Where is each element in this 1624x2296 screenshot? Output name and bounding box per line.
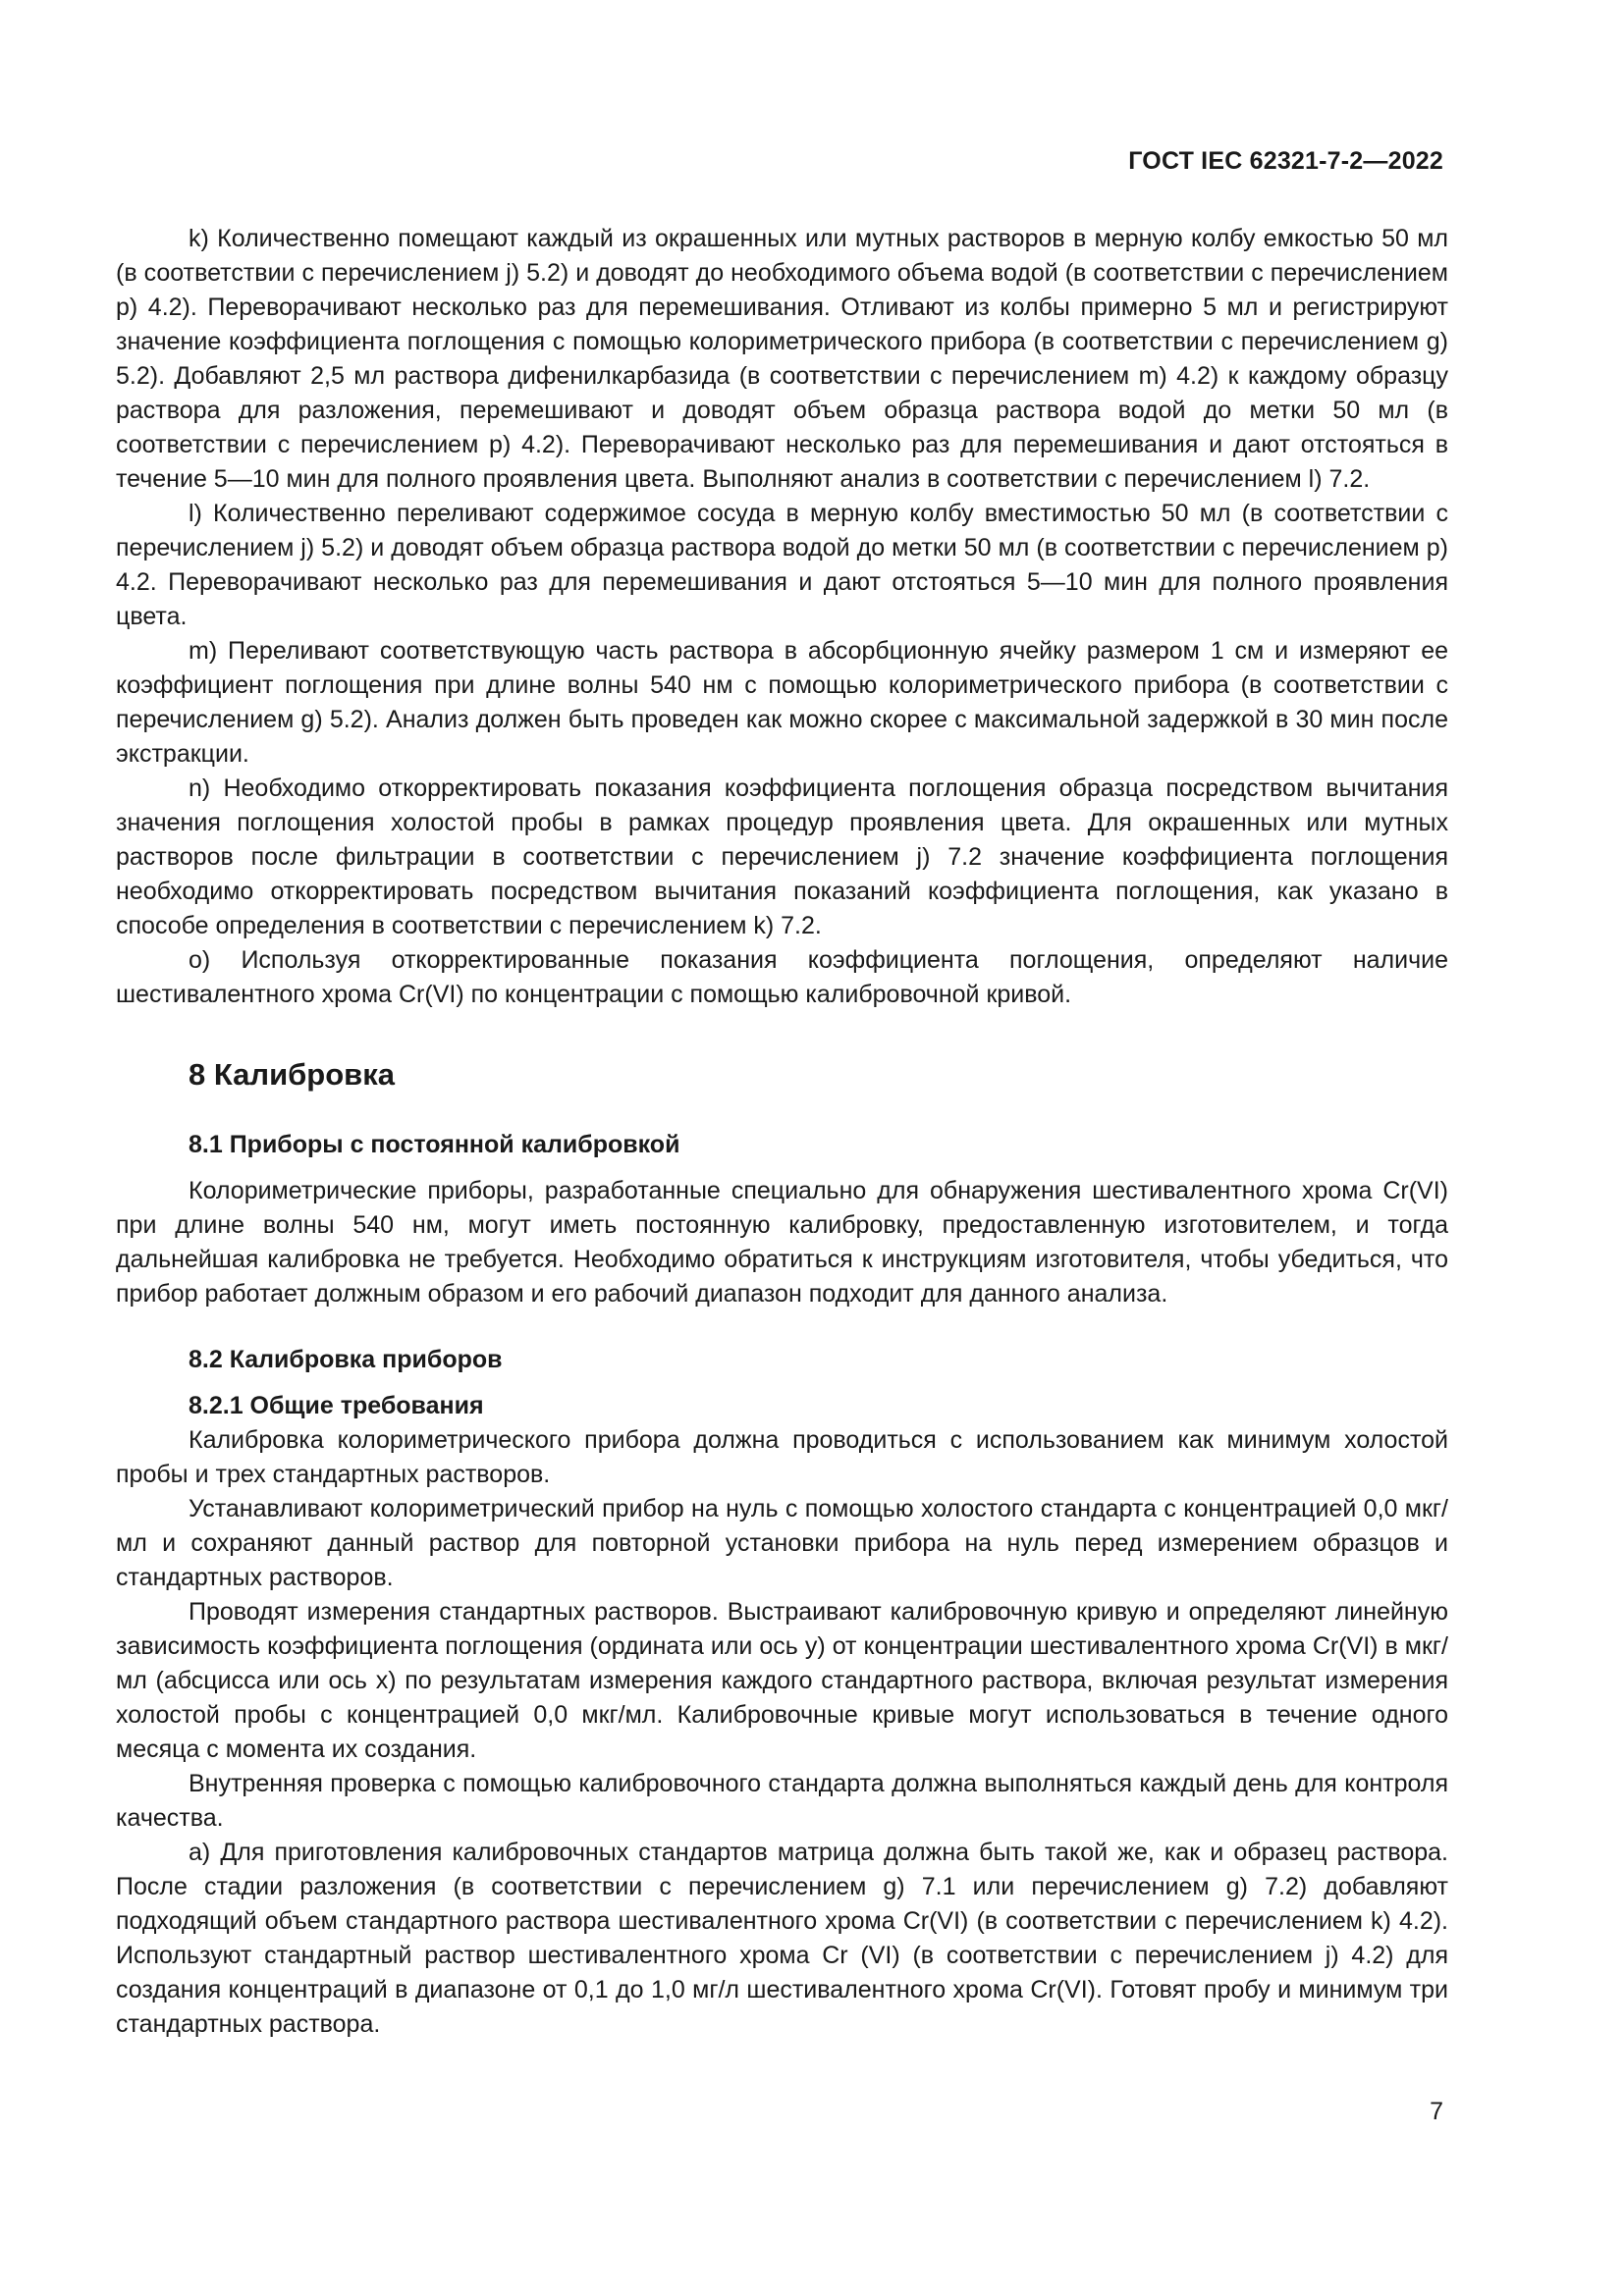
paragraph-k: k) Количественно помещают каждый из окрашенных или мутных растворов в мерную колбу емкостью 50 мл (в соответствии с перечислением j) 5.2) и доводят до необходимого объема водой (в соответствии с перечислением p) 4.2). Переворачивают несколько раз для перемешивания. Отливают из колбы примерно 5 мл и регистрируют значение коэффициента поглощения с помощью колориметрического прибора (в соответствии с перечислением g) 5.2). Добавляют 2,5 мл раствора дифенилкарбазида (в соответствии с перечислением m) 4.2) к каждому образцу раствора для разложения, перемешивают и доводят объем образца раствора водой до метки 50 мл (в соответствии с перечислением p) 4.2). Переворачивают несколько раз для перемешивания и дают отстояться в течение 5—10 мин для полного проявления цвета. Выполняют анализ в соответствии с перечислением l) 7.2. — [116, 225, 1448, 493]
section-8-1-paragraph: Колориметрические приборы, разработанные специально для обнаружения шестивалентного хрома Cr(VI) при длине волны 540 нм, могут иметь постоянную калибровку, предоставленную изготовителем, и тогда дальнейшая калибровка не требуется. Необходимо обратиться к инструкциям изготовителя, чтобы убедиться, что прибор работает должным образом и его рабочий диапазон подходит для данного анализа. — [116, 1177, 1448, 1308]
standard-designation-header: ГОСТ IEC 62321-7-2—2022 — [1128, 147, 1443, 175]
page-number: 7 — [1430, 2098, 1443, 2125]
section-8-2-1-heading: 8.2.1 Общие требования — [189, 1392, 484, 1419]
section-8-1-heading: 8.1 Приборы с постоянной калибровкой — [189, 1131, 680, 1158]
section-8-2-1-paragraph-2: Устанавливают колориметрический прибор на нуль с помощью холостого стандарта с концентрацией 0,0 мкг/мл и сохраняют данный раствор для повторной установки прибора на нуль перед измерением образцов и стандартных растворов. — [116, 1495, 1448, 1591]
section-8-2-1-item-a: a) Для приготовления калибровочных стандартов матрица должна быть такой же, как и образец раствора. После стадии разложения (в соответствии с перечислением g) 7.1 или перечислением g) 7.2) добавляют подходящий объем стандартного раствора шестивалентного хрома Cr(VI) (в соответствии с перечислением k) 4.2). Используют стандартный раствор шестивалентного хрома Cr (VI) (в соответствии с перечислением j) 4.2) для создания концентраций в диапазоне от 0,1 до 1,0 мг/л шестивалентного хрома Cr(VI). Готовят пробу и минимум три стандартных раствора. — [116, 1839, 1448, 2038]
section-8-2-1-paragraph-1: Калибровка колориметрического прибора должна проводиться с использованием как минимум холостой пробы и трех стандартных растворов. — [116, 1426, 1448, 1488]
section-8-2-1-paragraph-4: Внутренняя проверка с помощью калибровочного стандарта должна выполняться каждый день для контроля качества. — [116, 1770, 1448, 1832]
document-body — [116, 222, 1448, 2042]
paragraph-o: o) Используя откорректированные показания коэффициента поглощения, определяют наличие шестивалентного хрома Cr(VI) по концентрации с помощью калибровочной кривой. — [116, 946, 1448, 1008]
paragraph-l: l) Количественно переливают содержимое сосуда в мерную колбу вместимостью 50 мл (в соответствии с перечислением j) 5.2) и доводят объем образца раствора водой до метки 50 мл (в соответствии с перечислением p) 4.2. Переворачивают несколько раз для перемешивания и дают отстояться 5—10 мин для полного проявления цвета. — [116, 500, 1448, 630]
section-8-heading: 8 Калибровка — [189, 1057, 395, 1092]
section-8-2-heading: 8.2 Калибровка приборов — [189, 1346, 503, 1373]
paragraph-m: m) Переливают соответствующую часть раствора в абсорбционную ячейку размером 1 см и измеряют ее коэффициент поглощения при длине волны 540 нм с помощью колориметрического прибора (в соответствии с перечислением g) 5.2). Анализ должен быть проведен как можно скорее с максимальной задержкой в 30 мин после экстракции. — [116, 637, 1448, 768]
paragraph-n: n) Необходимо откорректировать показания коэффициента поглощения образца посредством вычитания значения поглощения холостой пробы в рамках процедур проявления цвета. Для окрашенных или мутных растворов после фильтрации в соответствии с перечислением j) 7.2 значение коэффициента поглощения необходимо откорректировать посредством вычитания показаний коэффициента поглощения, как указано в способе определения в соответствии с перечислением k) 7.2. — [116, 774, 1448, 939]
section-8-2-1-paragraph-3: Проводят измерения стандартных растворов. Выстраивают калибровочную кривую и определяют линейную зависимость коэффициента поглощения (ордината или ось y) от концентрации шестивалентного хрома Cr(VI) в мкг/мл (абсцисса или ось x) по результатам измерения каждого стандартного раствора, включая результат измерения холостой пробы с концентрацией 0,0 мкг/мл. Калибровочные кривые могут использоваться в течение одного месяца с момента их создания. — [116, 1598, 1448, 1763]
